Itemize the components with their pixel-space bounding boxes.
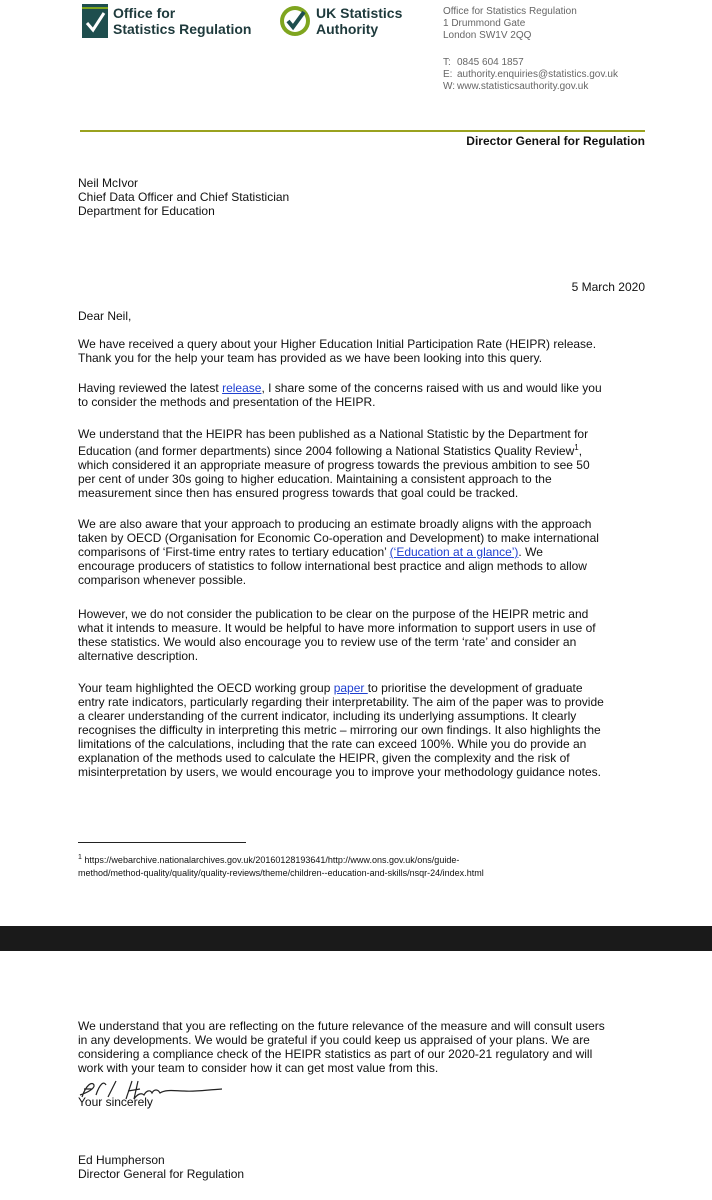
signer-name: Ed Humpherson — [78, 1153, 165, 1167]
paragraph-5 — [78, 607, 663, 663]
text-line: per cent of under 30s going to higher education. Maintaining a consistent approach to the — [78, 472, 552, 486]
text-line: these statistics. We would also encourage you to review use of the term ‘rate’ and consider an — [78, 635, 577, 649]
text-line: measurement since then has ensured progress towards that goal could be tracked. — [78, 486, 519, 500]
education-at-a-glance-link[interactable]: (‘Education at a glance’) — [389, 545, 519, 559]
paragraph-3 — [78, 427, 663, 500]
email-address[interactable]: authority.enquiries@statistics.gov.uk — [457, 69, 618, 80]
text-run: comparisons of ‘First-time entry rates to tertiary education’ — [78, 545, 390, 559]
text-line: to consider the methods and presentation of the HEIPR. — [78, 395, 376, 409]
paragraph-6 — [78, 681, 663, 779]
paragraph-2 — [78, 381, 663, 409]
letter-date: 5 March 2020 — [571, 280, 645, 294]
text-line: encourage producers of statistics to follow international best practice and align methods to allow — [78, 559, 587, 573]
text-run: , — [578, 444, 583, 458]
sender-contacts — [443, 57, 618, 93]
text-line: which considered it an appropriate measure of progress towards the previous ambition to see 50 — [78, 458, 590, 472]
closing: Your sincerely — [78, 1095, 153, 1109]
paragraph-7 — [78, 1019, 663, 1075]
text-line: recognises the difficulty in interpreting this metric – mirroring our own findings. It also highlights the — [78, 723, 601, 737]
text-line: However, we do not consider the publication to be clear on the purpose of the HEIPR metric and — [78, 607, 589, 621]
contact-phone — [443, 57, 618, 69]
osr-logo-icon — [82, 4, 108, 38]
salutation: Dear Neil, — [78, 309, 132, 323]
text-line: entry rate indicators, particularly regarding their interpretability. The aim of the paper was to provide — [78, 695, 604, 709]
paragraph-4 — [78, 517, 663, 587]
release-link[interactable]: release — [222, 381, 262, 395]
footnote-marker: 1 — [574, 443, 579, 452]
text-run: Having reviewed the latest — [78, 381, 223, 395]
text-line: We understand that the HEIPR has been published as a National Statistic by the Department for — [78, 427, 589, 441]
signer-block — [78, 1153, 244, 1181]
uksa-logo-line1: UK Statistics — [316, 5, 403, 21]
text-line: a clearer understanding of the current indicator, including its underlying assumptions. It clearly — [78, 709, 577, 723]
text-run: , I share some of the concerns raised with us and would like you — [261, 381, 602, 395]
text-line: We are also aware that your approach to producing an estimate broadly aligns with the approach — [78, 517, 592, 531]
text-run: Education (and former departments) since 2004 following a National Statistics Quality Review — [78, 444, 575, 458]
address-line: 1 Drummond Gate — [443, 18, 526, 29]
text-line — [78, 381, 663, 395]
recipient-name: Neil McIvor — [78, 176, 139, 190]
header-divider — [80, 130, 645, 132]
contact-label: W: — [443, 81, 456, 92]
uksa-logo-icon — [278, 4, 312, 38]
paper-link[interactable]: paper — [333, 681, 368, 695]
text-run: . We — [518, 545, 543, 559]
footnote-line — [78, 851, 484, 867]
text-line: work with your team to consider how it can get most value from this. — [78, 1061, 439, 1075]
address-line: London SW1V 2QQ — [443, 30, 532, 41]
contact-label: E: — [443, 69, 453, 80]
text-line: alternative description. — [78, 649, 199, 663]
text-run: Your team highlighted the OECD working group — [78, 681, 334, 695]
signer-title: Director General for Regulation — [78, 1167, 245, 1181]
text-line: taken by OECD (Organisation for Economic Co-operation and Development) to make international — [78, 531, 599, 545]
text-line: explanation of the methods used to calculate the HEIPR, given the complexity and the risk of — [78, 751, 570, 765]
footnote-url[interactable]: https://webarchive.nationalarchives.gov.uk/20160128193641/http://www.ons.gov.uk/ons/guide- — [84, 855, 460, 865]
paragraph-1 — [78, 337, 663, 365]
text-line: in any developments. We would be grateful if you could keep us appraised of your plans. We are — [78, 1033, 590, 1047]
letter-page-2 — [0, 951, 712, 1200]
footnote-marker: 1 — [78, 854, 82, 861]
text-line: misinterpretation by users, we would encourage you to improve your methodology guidance notes. — [78, 765, 601, 779]
text-line: limitations of the calculations, including that the rate can exceed 100%. While you do provide an — [78, 737, 587, 751]
osr-logo-line2: Statistics Regulation — [113, 21, 252, 37]
sender-address — [443, 6, 577, 42]
text-line: We understand that you are reflecting on the future relevance of the measure and will consult users — [78, 1019, 605, 1033]
text-line — [78, 441, 663, 458]
contact-web — [443, 81, 618, 93]
text-run: to prioritise the development of graduate — [367, 681, 583, 695]
uksa-logo — [278, 4, 402, 38]
contact-email — [443, 69, 618, 81]
osr-logo-line1: Office for — [113, 5, 176, 21]
text-line: We have received a query about your Higher Education Initial Participation Rate (HEIPR) release. — [78, 337, 597, 351]
osr-logo — [82, 4, 251, 38]
uksa-logo-line2: Authority — [316, 21, 379, 37]
text-line — [78, 681, 663, 695]
contact-label: T: — [443, 57, 451, 68]
text-line: Thank you for the help your team has provided as we have been looking into this query. — [78, 351, 543, 365]
text-line — [78, 545, 663, 559]
signature-image — [76, 1075, 236, 1105]
text-line: considering a compliance check of the HEIPR statistics as part of our 2020-21 regulatory and will — [78, 1047, 593, 1061]
text-line: comparison whenever possible. — [78, 573, 247, 587]
footnote-line[interactable]: method/method-quality/quality/quality-reviews/theme/children--education-and-skills/nsqr-24/index.html — [78, 868, 484, 878]
website-address[interactable]: www.statisticsauthority.gov.uk — [457, 81, 589, 92]
recipient-title: Chief Data Officer and Chief Statistician — [78, 190, 290, 204]
recipient-block — [78, 176, 289, 218]
footnote — [78, 851, 484, 880]
director-heading: Director General for Regulation — [466, 134, 645, 148]
footnote-divider — [78, 842, 246, 843]
address-line: Office for Statistics Regulation — [443, 6, 577, 17]
phone-number: 0845 604 1857 — [457, 57, 524, 68]
recipient-org: Department for Education — [78, 204, 215, 218]
text-line: what it intends to measure. It would be helpful to have more information to support users in use of — [78, 621, 596, 635]
